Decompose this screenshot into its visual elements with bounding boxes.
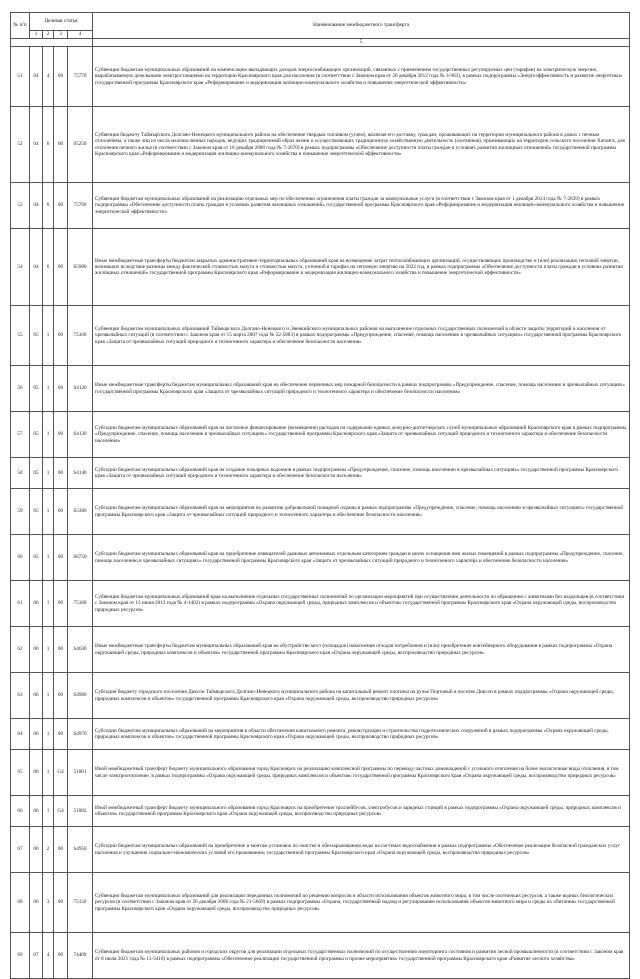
- row-number: 59: [11, 489, 30, 535]
- target-code-1: 04: [30, 107, 43, 183]
- row-number: 69: [11, 933, 30, 979]
- target-code-3: 00: [54, 183, 68, 229]
- target-code-4: S4140: [68, 458, 93, 489]
- target-code-2: 1: [43, 366, 54, 412]
- target-code-3: 00: [54, 627, 68, 673]
- table-colnum-row: [11, 39, 630, 47]
- target-code-1: 06: [30, 796, 43, 827]
- target-code-3: G4: [54, 750, 68, 796]
- target-code-4: S4970: [68, 719, 93, 750]
- table-row: [11, 673, 630, 719]
- target-code-2: 1: [43, 719, 54, 750]
- header-col-4: 4: [68, 31, 93, 39]
- target-code-2: 6: [43, 107, 54, 183]
- target-code-1: 05: [30, 412, 43, 458]
- row-number: 65: [11, 750, 30, 796]
- row-number: 55: [11, 306, 30, 366]
- target-code-3: 00: [54, 873, 68, 933]
- target-code-4: S5900: [68, 229, 93, 306]
- target-code-2: 1: [43, 458, 54, 489]
- row-number: 60: [11, 535, 30, 581]
- transfer-name: Иной межбюджетный трансферт бюджету муниципального образования город Красноярск на приобретение троллейбусов, электробусов и зарядных станций в рамках подпрограммы «Охрана окружающей среды, природных комплексов и объектов» государственной программы Красноярского края «Охрана окружающей среды, воспроизводство природных ресурсов»: [93, 796, 630, 827]
- header-col-3: 3: [54, 31, 68, 39]
- row-number: 66: [11, 796, 30, 827]
- target-code-4: 75770: [68, 47, 93, 107]
- transfer-name: Субсидия бюджету городского поселения Диксон Таймырского Долгано-Ненецкого муниципального района на капитальный ремонт плотины на ручье Портовый в поселке Диксон в рамках подпрограммы «Охрана окружающей среды, природных комплексов и объектов» государственной программы Красноярского края «Охрана окружающей среды, воспроизводство природных ресурсов»: [93, 673, 630, 719]
- target-code-1: 06: [30, 719, 43, 750]
- row-number: 56: [11, 366, 30, 412]
- row-number: 68: [11, 873, 30, 933]
- target-code-1: 04: [30, 183, 43, 229]
- target-code-1: 05: [30, 535, 43, 581]
- target-code-2: 1: [43, 627, 54, 673]
- target-code-3: 00: [54, 47, 68, 107]
- table-row: [11, 933, 630, 979]
- target-code-4: 75180: [68, 581, 93, 627]
- transfer-name: Иной межбюджетный трансферт бюджету муниципального образования город Красноярск на реализацию комплексной программы по переводу частных домовладений с угольного отопления на более экологичные виды отопления, в том числе электроотопление, в рамках подпрограммы «Охрана окружающей среды, природных комплексов и объектов» государственной программы Красноярского края «Охрана окружающей среды, воспроизводство природных ресурсов»: [93, 750, 630, 796]
- table-row: [11, 229, 630, 306]
- table-row: [11, 627, 630, 673]
- target-code-3: 00: [54, 366, 68, 412]
- target-code-2: 1: [43, 581, 54, 627]
- target-code-3: 00: [54, 458, 68, 489]
- target-code-4: 75150: [68, 873, 93, 933]
- target-code-2: 4: [43, 933, 54, 979]
- target-code-1: 04: [30, 229, 43, 306]
- target-code-3: 00: [54, 581, 68, 627]
- target-code-3: 00: [54, 306, 68, 366]
- table-row: [11, 535, 630, 581]
- target-code-4: S4960: [68, 673, 93, 719]
- table-row: [11, 827, 630, 873]
- target-code-2: 1: [43, 750, 54, 796]
- target-code-3: 00: [54, 933, 68, 979]
- table-row: [11, 750, 630, 796]
- table-row: [11, 719, 630, 750]
- target-code-2: 1: [43, 535, 54, 581]
- table-header: [11, 13, 630, 31]
- table-row: [11, 47, 630, 107]
- target-code-4: 51082: [68, 796, 93, 827]
- table-row: [11, 107, 630, 183]
- target-code-4: S4130: [68, 412, 93, 458]
- target-code-2: 1: [43, 489, 54, 535]
- transfer-name: Субвенции бюджетам муниципальных образований края на выполнение отдельных государственных полномочий по организации мероприятий при осуществлении деятельности по обращению с животными без владельцев (в соответствии с Законом края от 13 июня 2013 года № 4-1402) в рамках подпрограммы «Охрана окружающей среды, природных комплексов и объектов» государственной программы Красноярского края «Охрана окружающей среды, воспроизводство природных ресурсов»: [93, 581, 630, 627]
- target-code-4: 75160: [68, 306, 93, 366]
- target-code-4: 05250: [68, 107, 93, 183]
- target-code-1: 06: [30, 873, 43, 933]
- target-code-2: 1: [43, 306, 54, 366]
- target-code-1: 04: [30, 47, 43, 107]
- transfer-name: Субвенция бюджету Таймырского Долгано-Ненецкого муниципального района на обеспечение твердым топливом (углем), включая его доставку, граждан, проживающих на территории муниципального района в домах с печным отоплением, а также лиц из числа малочисленных народов, ведущих традиционный образ жизни и осуществляющих традиционную хозяйственную деятельность (охотников), проживающих на территории сельского поселения Хатанга, для отопления печного жилья (в соответствии с Законом края от 18 декабря 2008 года № 7-2670) в рамках подпрограммы «Обеспечение доступности платы граждан в условиях развития жилищных отношений» государственной программы Красноярского края «Реформирование и модернизация жилищно-коммунального хозяйства и повышение энергетической эффективности»: [93, 107, 630, 183]
- row-number: 54: [11, 229, 30, 306]
- target-code-4: S4630: [68, 627, 93, 673]
- target-code-4: S5300: [68, 489, 93, 535]
- transfer-name: Субсидии бюджетам муниципальных образований края на мероприятия по развитию добровольной пожарной охраны в рамках подпрограммы «Предупреждение, спасение, помощь населению в чрезвычайных ситуациях» государственной программы Красноярского края «Защита от чрезвычайных ситуаций природного и техногенного характера и обеспечение безопасности населения»: [93, 489, 630, 535]
- row-number: 57: [11, 412, 30, 458]
- target-code-4: 51081: [68, 750, 93, 796]
- target-code-1: 06: [30, 673, 43, 719]
- target-code-1: 06: [30, 581, 43, 627]
- table-row: [11, 412, 630, 458]
- table-row: [11, 873, 630, 933]
- transfer-name: Иные межбюджетные трансферты бюджетам муниципальных образований края на обеспечение первичных мер пожарной безопасности в рамках подпрограммы «Предупреждение, спасение, помощь населению в чрезвычайных ситуациях» государственной программы Красноярского края «Защита от чрезвычайных ситуаций природного и техногенного характера и обеспечение безопасности населения»: [93, 366, 630, 412]
- table-row: [11, 581, 630, 627]
- target-code-1: 05: [30, 458, 43, 489]
- target-code-1: 07: [30, 933, 43, 979]
- transfer-name: Субсидии бюджетам муниципальных образований края на создание пожарных водоемов в рамках подпрограммы «Предупреждение, спасение, помощь населению в чрезвычайных ситуациях» государственной программы Красноярского края «Защита от чрезвычайных ситуаций природного и техногенного характера и обеспечение безопасности населения»: [93, 458, 630, 489]
- target-code-3: 00: [54, 535, 68, 581]
- table-row: [11, 458, 630, 489]
- row-number: 51: [11, 47, 30, 107]
- document-page: [10, 12, 630, 979]
- row-number: 52: [11, 107, 30, 183]
- target-code-2: 1: [43, 412, 54, 458]
- target-code-1: 05: [30, 489, 43, 535]
- transfer-name: Субсидии бюджетам муниципальных образований края на приобретение извещателей дымовых автономных отдельным категориям граждан в целях оснащения ими жилых помещений в рамках подпрограммы «Предупреждение, спасение, помощь населению в чрезвычайных ситуациях» государственной программы Красноярского края «Защита от чрезвычайных ситуаций природного и техногенного характера и обеспечение безопасности населения»: [93, 535, 630, 581]
- transfer-name: Субвенции бюджетам муниципальных образований Таймырского Долгано-Ненецкого и Эвенкийского муниципальных районов на выполнение отдельных государственных полномочий в области защиты территорий и населения от чрезвычайных ситуаций (в соответствии с Законом края от 15 марта 2007 года № 22-5883) в рамках подпрограммы «Предупреждение, спасение, помощь населению в чрезвычайных ситуациях» государственной программы Красноярского края «Защита от чрезвычайных ситуаций природного и техногенного характера и обеспечение безопасности населения»: [93, 306, 630, 366]
- table-row: [11, 366, 630, 412]
- target-code-4: 75700: [68, 183, 93, 229]
- transfer-name: Субсидии бюджетам муниципальных образований на мероприятия в области обеспечения капитального ремонта, реконструкции и строительства гидротехнических сооружений в рамках подпрограммы «Охрана окружающей среды, природных комплексов и объектов» государственной программы Красноярского края «Охрана окружающей среды, воспроизводство природных ресурсов»: [93, 719, 630, 750]
- target-code-3: 00: [54, 719, 68, 750]
- target-code-4: 74400: [68, 933, 93, 979]
- target-code-3: G4: [54, 796, 68, 827]
- header-name: Наименование межбюджетного трансферта: [93, 13, 630, 39]
- target-code-2: 3: [43, 873, 54, 933]
- target-code-4: S6750: [68, 535, 93, 581]
- row-number: 63: [11, 673, 30, 719]
- target-code-2: 2: [43, 827, 54, 873]
- transfer-name: Субвенции бюджетам муниципальных районов и городских округов для реализации отдельных государственных полномочий по осуществлению мониторинга состояния и развития лесной промышленности (в соответствии с Законом края от 8 июля 2021 года № 11-5410) в рамках подпрограммы «Обеспечение реализации государственной программы и прочие мероприятия» государственной программы Красноярского края «Развитие лесного хозяйства»: [93, 933, 630, 979]
- header-col-2: 2: [43, 31, 54, 39]
- target-code-2: 6: [43, 183, 54, 229]
- transfer-name: Субвенции бюджетам муниципальных образований на компенсацию выпадающих доходов энергоснабжающих организаций, связанных с применением государственных регулируемых цен (тарифов) на электрическую энергию, вырабатываемую дизельными электростанциями на территории Красноярского края для населения (в соответствии с Законом края от 20 декабря 2012 года № 3-963), в рамках подпрограммы «Энергоэффективность и развитие энергетики» государственной программы Красноярского края «Реформирование и модернизация жилищно-коммунального хозяйства и повышение энергетической эффективности»: [93, 47, 630, 107]
- table-row: [11, 796, 630, 827]
- target-code-4: S4120: [68, 366, 93, 412]
- row-number: 62: [11, 627, 30, 673]
- target-code-3: 00: [54, 827, 68, 873]
- row-number: 58: [11, 458, 30, 489]
- table-row: [11, 489, 630, 535]
- transfer-name: Субвенции бюджетам муниципальных образований на реализацию отдельных мер по обеспечению ограничения платы граждан за коммунальные услуги (в соответствии с Законом края от 1 декабря 2014 года № 7-2839) в рамках подпрограммы «Обеспечение доступности платы граждан в условиях развития жилищных отношений» государственной программы Красноярского края «Реформирование и модернизация жилищно-коммунального хозяйства и повышение энергетической эффективности»: [93, 183, 630, 229]
- transfers-table: [10, 12, 630, 979]
- target-code-3: 00: [54, 107, 68, 183]
- table-row: [11, 306, 630, 366]
- target-code-1: 05: [30, 306, 43, 366]
- target-code-3: 00: [54, 229, 68, 306]
- row-number: 61: [11, 581, 30, 627]
- target-code-3: 00: [54, 489, 68, 535]
- target-code-1: 06: [30, 750, 43, 796]
- target-code-1: 06: [30, 827, 43, 873]
- header-target: Целевая статья: [30, 13, 93, 31]
- row-number: 64: [11, 719, 30, 750]
- row-number: 67: [11, 827, 30, 873]
- target-code-2: 1: [43, 673, 54, 719]
- target-code-4: S4950: [68, 827, 93, 873]
- table-body: [11, 47, 630, 979]
- target-code-2: 6: [43, 229, 54, 306]
- row-number: 53: [11, 183, 30, 229]
- header-col-5: 5: [93, 39, 630, 47]
- header-num: № п/п: [11, 13, 30, 39]
- transfer-name: Иные межбюджетные трансферты бюджетам муниципальных образований края на обустройство мест (площадок) накопления отходов потребления и (или) приобретение контейнерного оборудования в рамках подпрограммы «Охрана окружающей среды, природных комплексов и объектов» государственной программы Красноярского края «Охрана окружающей среды, воспроизводство природных ресурсов»: [93, 627, 630, 673]
- target-code-2: 4: [43, 47, 54, 107]
- transfer-name: Субсидии бюджетам муниципальных образований на приобретение и монтаж установок по очистке и обеззараживанию воды на системах водоснабжения в рамках подпрограммы «Обеспечение реализации безопасной гражданских услуг населения и улучшение социально-экономических условий его проживания» государственной программы Красноярского края «Охрана окружающей среды, воспроизводство природных ресурсов»: [93, 827, 630, 873]
- table-row: [11, 183, 630, 229]
- target-code-2: 1: [43, 796, 54, 827]
- header-col-1: 1: [30, 31, 43, 39]
- target-code-1: 06: [30, 627, 43, 673]
- target-code-3: 00: [54, 673, 68, 719]
- transfer-name: Субсидии бюджетам муниципальных образований края на частичное финансирование (возмещение) расходов на содержание единых дежурно-диспетчерских служб муниципальных образований Красноярского края в рамках подпрограммы «Предупреждение, спасение, помощь населению в чрезвычайных ситуациях» государственной программы Красноярского края «Защита от чрезвычайных ситуаций природного и техногенного характера и обеспечение безопасности населения»: [93, 412, 630, 458]
- transfer-name: Субвенции бюджетам муниципальных образований для реализации переданных полномочий по решению вопросов в области использования объектов животного мира, в том числе охотничьих ресурсов, а также водных биологических ресурсов (в соответствии с Законом края от 26 декабря 2006 года № 21-5669) в рамках подпрограммы «Охрана, государственный надзор и регулирование использования объектов животного мира и среды их обитания» государственной программы Красноярского края «Охрана окружающей среды, воспроизводство природных ресурсов»: [93, 873, 630, 933]
- target-code-1: 05: [30, 366, 43, 412]
- target-code-3: 00: [54, 412, 68, 458]
- transfer-name: Иные межбюджетные трансферты бюджетам закрытых административно-территориальных образований края на возмещение затрат теплоснабжающих организаций, осуществляющих производство и (или) реализацию тепловой энергии, возникших вследствие разницы между фактической стоимостью мазута и стоимостью мазута, учтенной в тарифах на тепловую энергию на 2022 год, в рамках подпрограммы «Обеспечение доступности платы граждан в условиях развития жилищных отношений» государственной программы Красноярского края «Реформирование и модернизация жилищно-коммунального хозяйства и повышение энергетической эффективности»: [93, 229, 630, 306]
